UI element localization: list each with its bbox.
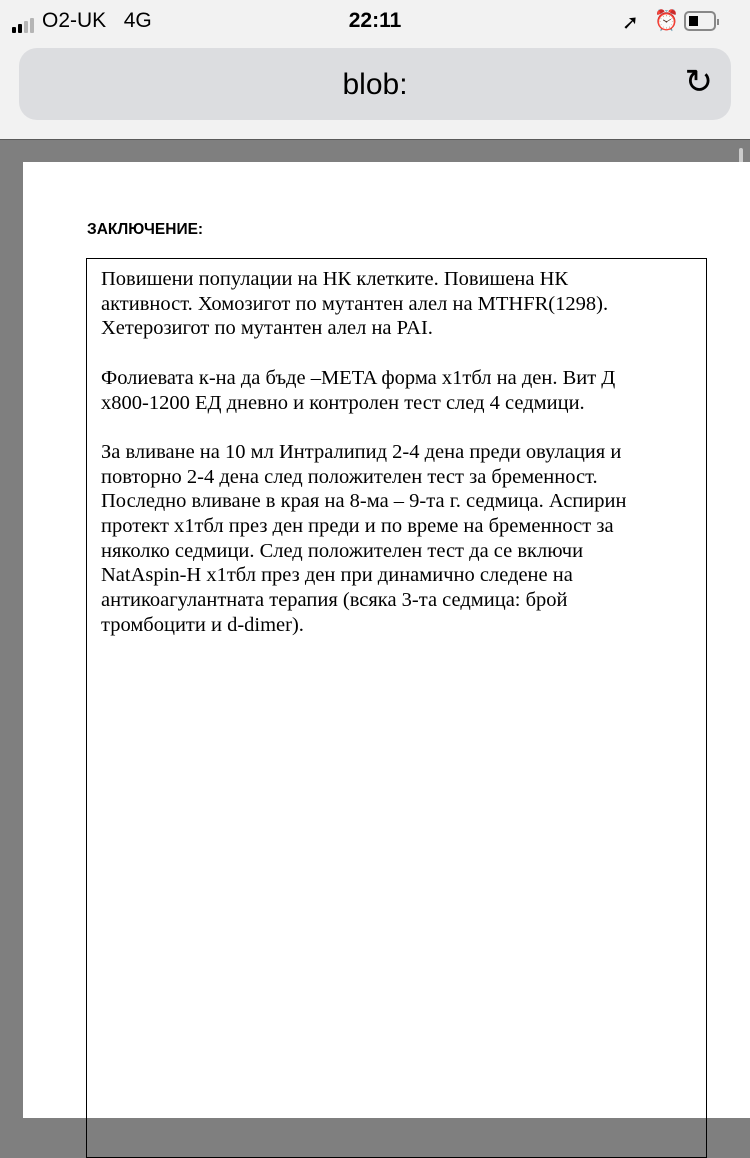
battery-icon: [684, 11, 716, 31]
text-line: протект x1тбл през ден преди и по време на бременност за: [101, 515, 614, 537]
text-line: антикоагулантната терапия (всяка 3-та седмица: брой: [101, 589, 568, 612]
conclusion-text: [101, 267, 626, 662]
text-line: активност. Хомозигот по мутантен алел на MTHFR(1298).: [101, 292, 609, 315]
text-line: тромбоцити и d-dimer).: [101, 613, 304, 636]
text-line: Хетерозигот по мутантен алел на PAI.: [101, 317, 433, 340]
clock: 22:11: [348, 9, 402, 32]
carrier-label: O2-UK 4G: [42, 9, 152, 32]
paragraph-folate: [101, 366, 626, 415]
paragraph-treatment: [101, 440, 626, 638]
browser-chrome: [0, 0, 750, 140]
location-arrow-icon: ➚: [622, 12, 639, 34]
address-bar[interactable]: [19, 48, 731, 120]
alarm-icon: ⏰: [654, 10, 679, 32]
text-line: x800-1200 ЕД дневно и контролен тест след 4 седмици.: [101, 391, 585, 414]
text-line: NatAspin-H x1тбл през ден при динамично следене на: [101, 564, 573, 587]
url-text[interactable]: blob:: [342, 68, 408, 101]
conclusion-box: [86, 258, 707, 1158]
text-line: Повишени популации на НК клетките. Повишена НК: [101, 268, 569, 290]
network-label: 4G: [123, 9, 152, 32]
text-line: За вливане на 10 мл Интралипид 2-4 дена преди овулация и: [101, 440, 622, 463]
text-line: Фолиевата к-на да бъде –META форма x1тбл на ден. Вит Д: [101, 366, 616, 389]
pdf-page: [23, 162, 750, 1118]
text-line: няколко седмици. След положителен тест да се включи: [101, 539, 584, 562]
section-heading: ЗАКЛЮЧЕНИЕ:: [87, 221, 204, 238]
reload-icon[interactable]: ↻: [684, 63, 713, 101]
text-line: повторно 2-4 дена след положителен тест за бременност.: [101, 465, 598, 488]
paragraph-findings: [101, 267, 626, 341]
status-bar: [0, 6, 750, 38]
text-line: Последно вливане в края на 8-ма – 9-та г. седмица. Аспирин: [101, 490, 627, 513]
